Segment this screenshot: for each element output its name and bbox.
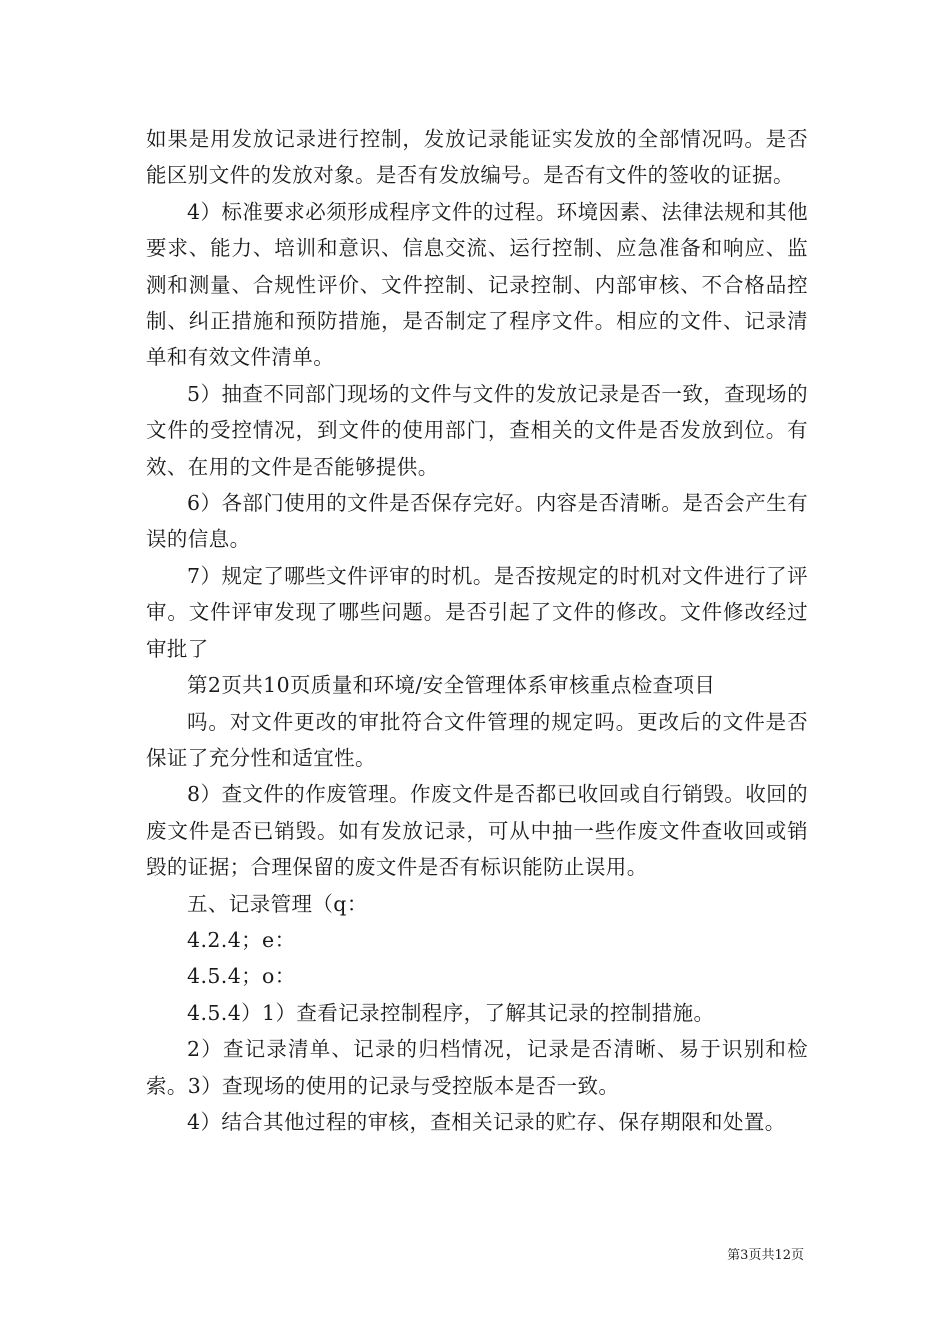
paragraph: 4）标准要求必须形成程序文件的过程。环境因素、法律法规和其他要求、能力、培训和意识、信息交流、运行控制、应急准备和响应、监测和测量、合规性评价、文件控制、记录控制、内部审核、不合格品控制、纠正措施和预防措施，是否制定了程序文件。相应的文件、记录清单和有效文件清单。	[146, 199, 808, 370]
paragraph: 如果是用发放记录进行控制，发放记录能证实发放的全部情况吗。是否能区别文件的发放对象。是否有发放编号。是否有文件的签收的证据。	[146, 127, 808, 188]
paragraph: 4）结合其他过程的审核，查相关记录的贮存、保存期限和处置。	[187, 1109, 786, 1134]
paragraph: 吗。对文件更改的审批符合文件管理的规定吗。更改后的文件是否保证了充分性和适宜性。	[146, 709, 808, 770]
paragraph: 5）抽查不同部门现场的文件与文件的发放记录是否一致，查现场的文件的受控情况，到文件的使用部门，查相关的文件是否发放到位。有效、在用的文件是否能够提供。	[146, 381, 808, 479]
paragraph: 8）查文件的作废管理。作废文件是否都已收回或自行销毁。收回的废文件是否已销毁。如有发放记录，可从中抽一些作废文件查收回或销毁的证据；合理保留的废文件是否有标识能防止误用。	[146, 782, 808, 880]
paragraph: 4.5.4；o：	[187, 964, 296, 989]
paragraph: 4.2.4；e：	[187, 927, 296, 952]
paragraph: 7）规定了哪些文件评审的时机。是否按规定的时机对文件进行了评审。文件评审发现了哪些问题。是否引起了文件的修改。文件修改经过审批了	[146, 563, 808, 661]
page-number-footer: 第3页共12页	[727, 1248, 804, 1263]
section-heading: 五、记录管理（q：	[187, 891, 368, 916]
paragraph-running-header: 第2页共10页质量和环境/安全管理体系审核重点检查项目	[187, 673, 716, 698]
paragraph: 2）查记录清单、记录的归档情况，记录是否清晰、易于识别和检索。3）查现场的使用的记录与受控版本是否一致。	[146, 1037, 808, 1098]
paragraph: 6）各部门使用的文件是否保存完好。内容是否清晰。是否会产生有误的信息。	[146, 491, 808, 552]
paragraph: 4.5.4）1）查看记录控制程序，了解其记录的控制措施。	[187, 1000, 715, 1025]
document-body	[146, 121, 808, 1140]
